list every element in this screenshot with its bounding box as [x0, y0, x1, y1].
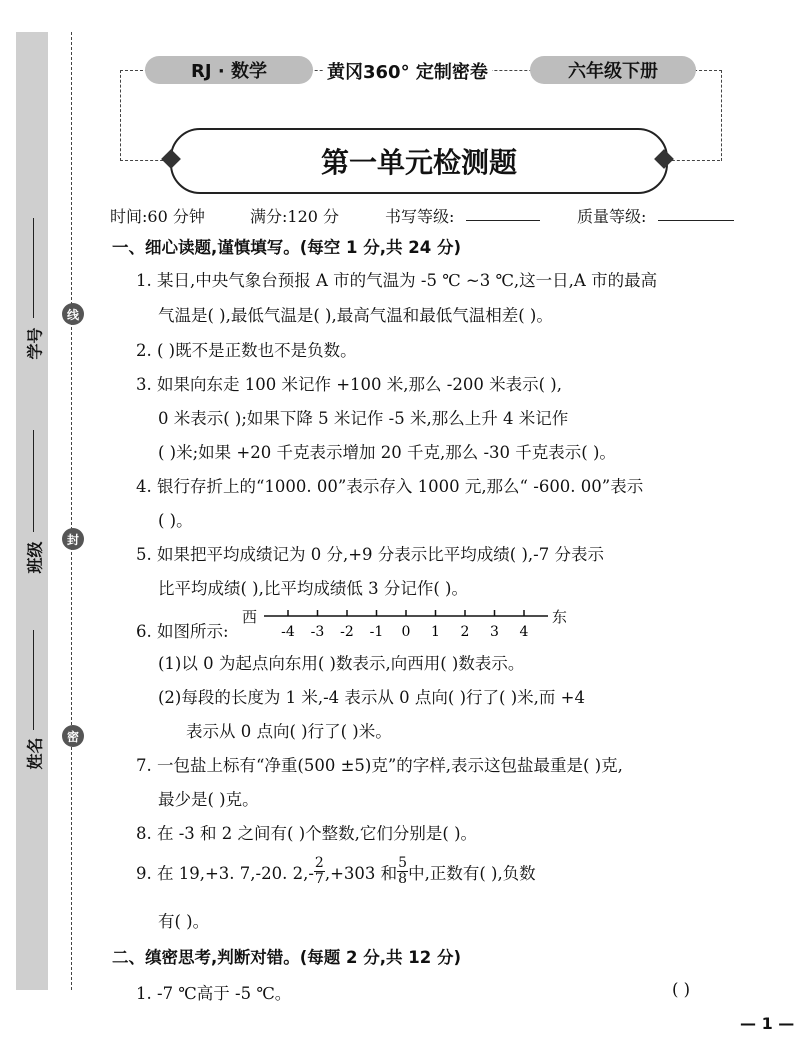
fraction-5-8-numerator: 5: [398, 855, 408, 871]
q6-sub2-line1: (2)每段的长度为 1 米,-4 表示从 0 点向( )行了( )米,而 +4: [158, 688, 585, 707]
series-name: 黄冈360° 定制密卷: [323, 58, 492, 84]
number-line-tick-label: -2: [340, 624, 354, 640]
number-line-tick-label: 3: [490, 624, 499, 640]
q9-part1: 9. 在 19,+3. 7,-20. 2,-: [136, 863, 314, 883]
q6-prefix: 6. 如图所示:: [136, 622, 229, 641]
number-line-west: 西: [242, 608, 258, 626]
q6-sub1: (1)以 0 为起点向东用( )数表示,向西用( )数表示。: [158, 654, 525, 673]
q6-sub2-line2: 表示从 0 点向( )行了( )米。: [186, 722, 392, 741]
section-2-heading: 二、缜密思考,判断对错。(每题 2 分,共 12 分): [112, 948, 462, 967]
fraction-2-7: [314, 856, 325, 887]
seal-feng: 封: [62, 528, 84, 550]
q5-line1: 5. 如果把平均成绩记为 0 分,+9 分表示比平均成绩( ),-7 分表示: [136, 545, 604, 564]
page-title: 第一单元检测题: [170, 128, 668, 194]
writing-grade-field[interactable]: [466, 220, 540, 221]
name-label: 姓名: [25, 737, 45, 770]
number-line-tick-label: 0: [401, 624, 411, 640]
full-score: 满分:120 分: [250, 207, 340, 226]
cut-line: [71, 32, 72, 990]
class-label: 班级: [25, 541, 45, 574]
q9-part3: 中,正数有( ),负数: [408, 863, 536, 883]
q3-line2: 0 米表示( );如果下降 5 米记作 -5 米,那么上升 4 米记作: [158, 409, 569, 428]
number-line-tick-label: -4: [281, 624, 295, 640]
quality-grade-label: 质量等级:: [577, 207, 647, 226]
fraction-2-7-numerator: 2: [314, 855, 324, 871]
q4-line1: 4. 银行存折上的“1000. 00”表示存入 1000 元,那么“ -600. 00”表示: [136, 477, 644, 496]
seal-mi: 密: [62, 725, 84, 747]
number-line-tick-label: -1: [369, 624, 384, 640]
q1-line2: 气温是( ),最低气温是( ),最高气温和最低气温相差( )。: [158, 306, 553, 325]
student-no-field[interactable]: [33, 218, 34, 318]
quality-grade-field[interactable]: [658, 220, 734, 221]
seal-xian: 线: [62, 303, 84, 325]
s2-q1: 1. -7 ℃高于 -5 ℃。: [136, 984, 292, 1003]
q3-line1: 3. 如果向东走 100 米记作 +100 米,那么 -200 米表示( ),: [136, 375, 562, 394]
section-1-heading: 一、细心读题,谨慎填写。(每空 1 分,共 24 分): [112, 238, 462, 257]
q4-line2: ( )。: [158, 511, 193, 530]
number-line-tick-label: 2: [460, 624, 470, 640]
q2: 2. ( )既不是正数也不是负数。: [136, 341, 357, 360]
class-field[interactable]: [33, 430, 34, 532]
number-line: [262, 606, 552, 646]
q5-line2: 比平均成绩( ),比平均成绩低 3 分记作( )。: [158, 579, 468, 598]
q7-line1: 7. 一包盐上标有“净重(500 ±5)克”的字样,表示这包盐最重是( )克,: [136, 756, 623, 775]
q9-line1: [136, 856, 536, 887]
grade-badge: 六年级下册: [530, 56, 696, 84]
q1-line1: 1. 某日,中央气象台预报 A 市的气温为 -5 ℃ ~3 ℃,这一日,A 市的最高: [136, 271, 658, 290]
number-line-east: 东: [552, 608, 568, 626]
writing-grade-label: 书写等级:: [385, 207, 455, 226]
fraction-5-8: [397, 856, 408, 887]
q3-line3: ( )米;如果 +20 千克表示增加 20 千克,那么 -30 千克表示( )。: [158, 443, 616, 462]
page-number: — 1 —: [740, 1014, 795, 1033]
number-line-tick-label: 4: [519, 624, 529, 640]
exam-time: 时间:60 分钟: [110, 207, 205, 226]
q7-line2: 最少是( )克。: [158, 790, 259, 809]
binding-strip: [16, 32, 48, 990]
fraction-2-7-denominator: 7: [314, 871, 324, 887]
name-field[interactable]: [33, 630, 34, 730]
s2-q1-answer[interactable]: ( ): [672, 980, 691, 999]
subject-badge: RJ · 数学: [145, 56, 313, 84]
q8: 8. 在 -3 和 2 之间有( )个整数,它们分别是( )。: [136, 824, 478, 843]
number-line-tick-label: -3: [310, 624, 325, 640]
q9-part2: ,+303 和: [324, 863, 398, 883]
number-line-tick-label: 1: [431, 624, 440, 640]
fraction-5-8-denominator: 8: [398, 871, 408, 887]
student-no-label: 学号: [25, 327, 45, 360]
q9-line2: 有( )。: [158, 912, 210, 931]
